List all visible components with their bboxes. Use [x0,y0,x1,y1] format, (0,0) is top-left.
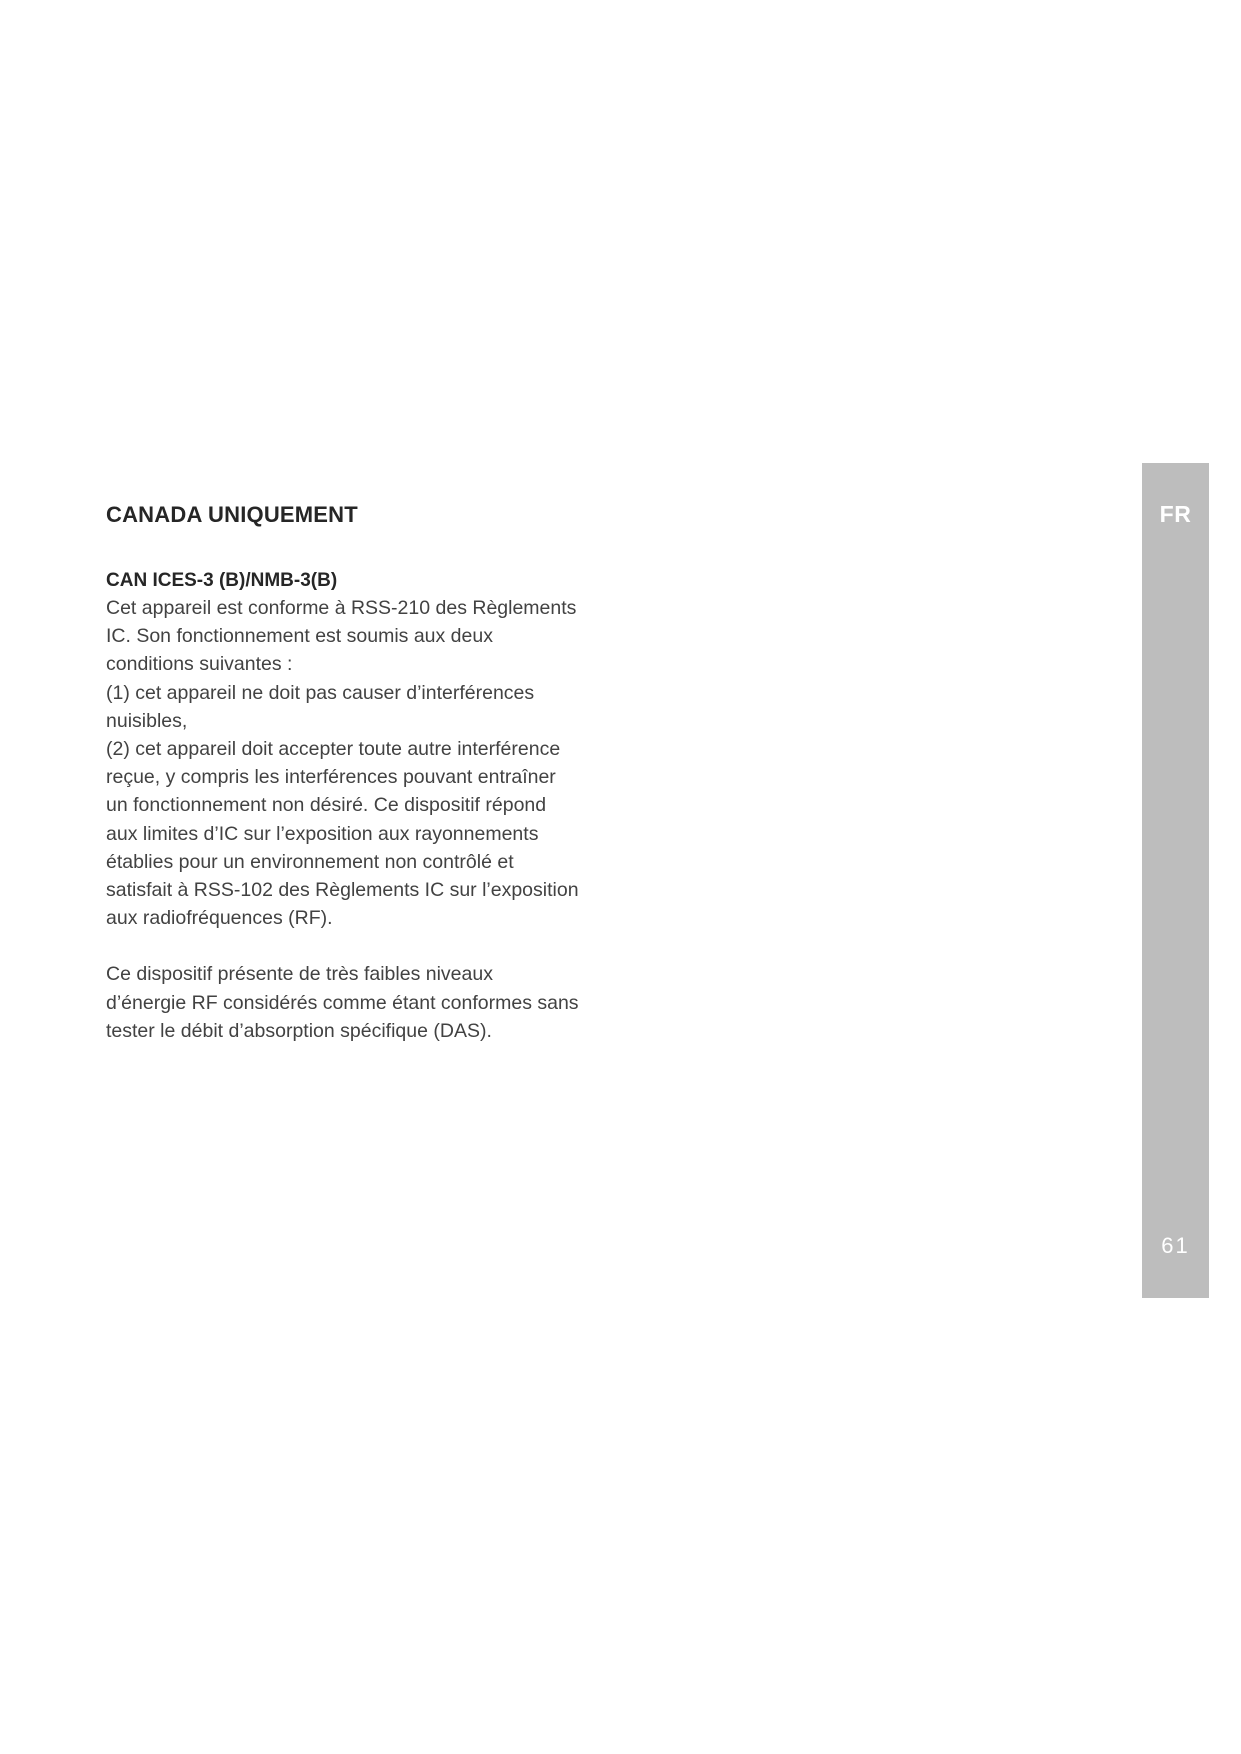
paragraph-line: IC. Son fonctionnement est soumis aux deux [106,625,493,648]
paragraph-line: tester le débit d’absorption spécifique (DAS). [106,1019,492,1042]
paragraph-line: conditions suivantes : [106,653,293,676]
paragraph-line: satisfait à RSS-102 des Règlements IC sur l’exposition [106,879,579,902]
section-title: CANADA UNIQUEMENT [106,502,358,527]
paragraph-line: établies pour un environnement non contrôlé et [106,850,514,873]
page-number: 61 [1161,1233,1190,1258]
language-side-tab [1142,463,1209,1298]
rf-exposure-paragraph [106,960,606,1045]
paragraph-line: aux limites d’IC sur l’exposition aux rayonnements [106,822,539,845]
paragraph-line: (2) cet appareil doit accepter toute autre interférence [106,738,561,761]
paragraph-line: (1) cet appareil ne doit pas causer d’interférences [106,681,535,704]
regulatory-heading: CAN ICES-3 (B)/NMB-3(B) [106,570,338,591]
paragraph-line: Cet appareil est conforme à RSS-210 des Règlements [106,597,577,619]
language-label: FR [1159,501,1192,527]
compliance-paragraph [106,594,606,932]
paragraph-line: nuisibles, [106,709,188,732]
paragraph-line: aux radiofréquences (RF). [106,907,333,930]
main-content [106,500,606,1045]
paragraph-line: Ce dispositif présente de très faibles niveaux [106,963,493,986]
paragraph-line: d’énergie RF considérés comme étant conformes sans [106,991,579,1014]
paragraph-line: reçue, y compris les interférences pouvant entraîner [106,766,556,789]
paragraph-line: un fonctionnement non désiré. Ce dispositif répond [106,794,547,817]
